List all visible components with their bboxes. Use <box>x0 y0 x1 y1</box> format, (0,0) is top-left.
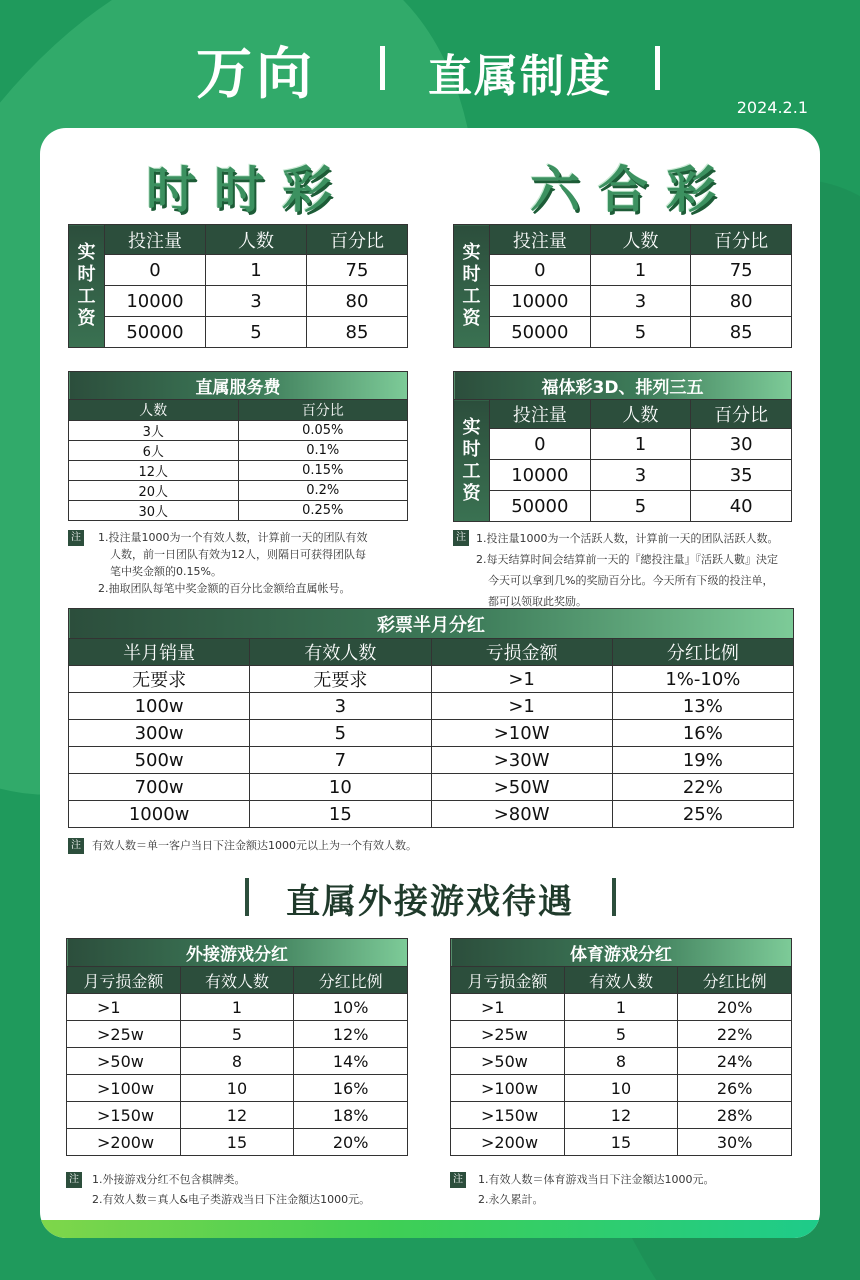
table-cell: 10000 <box>490 286 591 317</box>
table-cell: 0 <box>105 255 206 286</box>
column-header: 分红比例 <box>612 639 793 666</box>
table-cell: >25w <box>67 1021 181 1048</box>
column-header: 人数 <box>590 400 691 429</box>
table-cell: 5 <box>590 491 691 522</box>
table-cell: >10W <box>431 720 612 747</box>
table-cell: 5 <box>250 720 431 747</box>
table-cell: >100w <box>67 1075 181 1102</box>
table-cell: 12人 <box>69 461 239 481</box>
table-cell: 3 <box>206 286 307 317</box>
table-cell: 3 <box>250 693 431 720</box>
note-line: 2.永久累計。 <box>478 1193 544 1206</box>
table-cell: 无要求 <box>69 666 250 693</box>
column-header: 月亏损金额 <box>67 967 181 994</box>
table-cell: 12% <box>294 1021 408 1048</box>
note-tag: 注 <box>68 530 84 546</box>
note-line: 1.投注量1000为一个有效人数，计算前一天的团队有效 <box>98 531 368 544</box>
table-cell: 30 <box>691 429 792 460</box>
fc3d-table <box>453 371 792 522</box>
table-cell: >150w <box>451 1102 565 1129</box>
column-header: 人数 <box>590 225 691 255</box>
note-line: 2.抽取团队每笔中奖金额的百分比金额给直属帐号。 <box>98 582 351 595</box>
table-cell: >100w <box>451 1075 565 1102</box>
table-cell: 5 <box>564 1021 678 1048</box>
table-row <box>451 1048 792 1075</box>
table-cell: 0.05% <box>238 421 408 441</box>
table-cell: 16% <box>612 720 793 747</box>
table-cell: 1 <box>590 255 691 286</box>
table-row <box>69 720 794 747</box>
table-cell: 12 <box>564 1102 678 1129</box>
table-cell: 0.2% <box>238 481 408 501</box>
lhc-title: 六合彩 <box>530 161 734 219</box>
column-header: 分红比例 <box>678 967 792 994</box>
table-cell: 15 <box>564 1129 678 1156</box>
table-row <box>69 421 408 441</box>
column-header: 投注量 <box>490 400 591 429</box>
content-card <box>40 128 820 1238</box>
table-row <box>67 1102 408 1129</box>
table-cell: 700w <box>69 774 250 801</box>
table-cell: 50000 <box>105 317 206 348</box>
table-cell: 10 <box>250 774 431 801</box>
table-cell: 0.25% <box>238 501 408 521</box>
divider <box>655 46 660 90</box>
table-cell: 75 <box>307 255 408 286</box>
column-header: 人数 <box>206 225 307 255</box>
section-title: 直属外接游戏待遇 <box>286 882 574 922</box>
side-label: 实时工资 <box>454 225 490 348</box>
table-cell: 18% <box>294 1102 408 1129</box>
column-header: 百分比 <box>691 225 792 255</box>
table-cell: >30W <box>431 747 612 774</box>
card-bottom-stripe <box>40 1220 820 1238</box>
brand-logo-text: 万向 <box>196 42 316 107</box>
table-cell: >1 <box>431 666 612 693</box>
table-cell: 8 <box>564 1048 678 1075</box>
table-row <box>69 441 408 461</box>
service-fee-table <box>68 371 408 521</box>
lhc-table <box>453 224 792 348</box>
table-row <box>67 1075 408 1102</box>
table-caption: 彩票半月分红 <box>69 609 794 639</box>
column-header: 百分比 <box>307 225 408 255</box>
table-cell: >200w <box>451 1129 565 1156</box>
table-cell: 500w <box>69 747 250 774</box>
column-header: 有效人数 <box>250 639 431 666</box>
table-cell: 20% <box>294 1129 408 1156</box>
table-cell: 20% <box>678 994 792 1021</box>
column-header: 半月销量 <box>69 639 250 666</box>
table-cell: 13% <box>612 693 793 720</box>
table-cell: >1 <box>431 693 612 720</box>
table-row <box>69 317 408 348</box>
ext-games-table <box>66 938 408 1156</box>
ext-games-note <box>92 1170 370 1210</box>
table-caption: 福体彩3D、排列三五 <box>454 372 792 400</box>
table-cell: 28% <box>678 1102 792 1129</box>
note-line: 1.投注量1000为一个活跃人数，计算前一天的团队活跃人数。 <box>476 532 779 545</box>
table-caption: 体育游戏分红 <box>451 939 792 967</box>
table-cell: 80 <box>307 286 408 317</box>
column-header: 有效人数 <box>180 967 294 994</box>
table-cell: 22% <box>678 1021 792 1048</box>
note-line: 1.外接游戏分红不包含棋牌类。 <box>92 1173 246 1186</box>
divider <box>380 46 385 90</box>
column-header: 投注量 <box>105 225 206 255</box>
table-cell: 3 <box>590 460 691 491</box>
table-cell: >50w <box>67 1048 181 1075</box>
note-line: 都可以领取此奖励。 <box>488 595 587 608</box>
table-cell: 30人 <box>69 501 239 521</box>
table-row <box>67 1021 408 1048</box>
table-cell: 20人 <box>69 481 239 501</box>
table-row <box>454 317 792 348</box>
note-line: 笔中奖金额的0.15%。 <box>110 565 222 578</box>
half-month-table <box>68 608 794 828</box>
table-cell: 1 <box>206 255 307 286</box>
table-cell: 50000 <box>490 491 591 522</box>
table-cell: 85 <box>691 317 792 348</box>
table-cell: >50W <box>431 774 612 801</box>
table-cell: 50000 <box>490 317 591 348</box>
note-tag: 注 <box>68 838 84 854</box>
note-line: 今天可以拿到几%的奖励百分比。今天所有下级的投注单， <box>488 574 774 587</box>
table-cell: 5 <box>590 317 691 348</box>
table-cell: 80 <box>691 286 792 317</box>
table-cell: 300w <box>69 720 250 747</box>
side-label: 实时工资 <box>69 225 105 348</box>
table-row <box>69 693 794 720</box>
side-label: 实时工资 <box>454 400 490 522</box>
table-row <box>451 994 792 1021</box>
table-row <box>69 461 408 481</box>
table-cell: 1 <box>564 994 678 1021</box>
table-cell: 35 <box>691 460 792 491</box>
table-cell: 0.15% <box>238 461 408 481</box>
table-row <box>69 501 408 521</box>
table-cell: 10000 <box>105 286 206 317</box>
note-tag: 注 <box>450 1172 466 1188</box>
table-cell: 14% <box>294 1048 408 1075</box>
table-row <box>69 747 794 774</box>
table-row <box>451 1075 792 1102</box>
table-cell: 30% <box>678 1129 792 1156</box>
table-cell: 6人 <box>69 441 239 461</box>
table-cell: 10000 <box>490 460 591 491</box>
table-cell: 1 <box>180 994 294 1021</box>
table-cell: 5 <box>180 1021 294 1048</box>
table-cell: 12 <box>180 1102 294 1129</box>
header <box>0 0 860 130</box>
table-cell: >1 <box>67 994 181 1021</box>
table-row <box>454 460 792 491</box>
table-cell: 22% <box>612 774 793 801</box>
table-cell: >1 <box>451 994 565 1021</box>
column-header: 有效人数 <box>564 967 678 994</box>
table-cell: 3人 <box>69 421 239 441</box>
table-cell: 15 <box>250 801 431 828</box>
half-month-note: 有效人数＝单一客户当日下注金额达1000元以上为一个有效人数。 <box>92 839 417 852</box>
ssc-table <box>68 224 408 348</box>
table-cell: 10 <box>564 1075 678 1102</box>
table-row <box>67 1129 408 1156</box>
note-right <box>476 528 806 612</box>
column-header: 月亏损金额 <box>451 967 565 994</box>
table-cell: 1000w <box>69 801 250 828</box>
table-cell: 8 <box>180 1048 294 1075</box>
table-cell: >80W <box>431 801 612 828</box>
table-row <box>454 286 792 317</box>
table-caption: 直属服务费 <box>69 372 408 400</box>
table-row <box>69 481 408 501</box>
column-header: 亏损金额 <box>431 639 612 666</box>
table-row <box>454 255 792 286</box>
table-cell: 1%-10% <box>612 666 793 693</box>
table-row <box>69 801 794 828</box>
table-cell: 85 <box>307 317 408 348</box>
table-row <box>454 491 792 522</box>
note-line: 1.有效人数＝体育游戏当日下注金額达1000元。 <box>478 1173 715 1186</box>
table-cell: 100w <box>69 693 250 720</box>
table-cell: 0 <box>490 429 591 460</box>
table-row <box>451 1021 792 1048</box>
note-line: 2.有效人数＝真人&电子类游戏当日下注金額达1000元。 <box>92 1193 371 1206</box>
table-cell: 0.1% <box>238 441 408 461</box>
ssc-title: 时时彩 <box>146 161 350 219</box>
table-cell: >25w <box>451 1021 565 1048</box>
date-label: 2024.2.1 <box>736 98 808 117</box>
table-cell: 0 <box>490 255 591 286</box>
table-cell: >200w <box>67 1129 181 1156</box>
table-row <box>69 666 794 693</box>
table-cell: 16% <box>294 1075 408 1102</box>
table-cell: 19% <box>612 747 793 774</box>
table-cell: 3 <box>590 286 691 317</box>
table-cell: 24% <box>678 1048 792 1075</box>
table-cell: 1 <box>590 429 691 460</box>
column-header: 百分比 <box>691 400 792 429</box>
divider <box>612 878 616 916</box>
table-row <box>451 1102 792 1129</box>
note-left <box>98 529 398 597</box>
note-tag: 注 <box>66 1172 82 1188</box>
table-row <box>67 1048 408 1075</box>
note-line: 人数，前一日团队有效为12人，则隔日可获得团队每 <box>110 548 366 561</box>
table-cell: 10% <box>294 994 408 1021</box>
table-row <box>69 255 408 286</box>
table-row <box>69 774 794 801</box>
table-cell: 无要求 <box>250 666 431 693</box>
table-cell: 26% <box>678 1075 792 1102</box>
table-row <box>451 1129 792 1156</box>
table-cell: 25% <box>612 801 793 828</box>
column-header: 分红比例 <box>294 967 408 994</box>
note-tag: 注 <box>453 530 469 546</box>
column-header: 投注量 <box>490 225 591 255</box>
sports-note <box>478 1170 715 1210</box>
table-row <box>67 994 408 1021</box>
table-row <box>69 286 408 317</box>
table-cell: >150w <box>67 1102 181 1129</box>
table-cell: 10 <box>180 1075 294 1102</box>
sports-table <box>450 938 792 1156</box>
table-row <box>454 429 792 460</box>
table-cell: 5 <box>206 317 307 348</box>
table-cell: >50w <box>451 1048 565 1075</box>
column-header: 人数 <box>69 400 239 421</box>
table-cell: 7 <box>250 747 431 774</box>
note-line: 2.每天结算时间会结算前一天的『總投注量』『活跃人數』決定 <box>476 553 778 566</box>
page-title: 直属制度 <box>428 51 612 102</box>
table-caption: 外接游戏分红 <box>67 939 408 967</box>
table-cell: 40 <box>691 491 792 522</box>
table-cell: 15 <box>180 1129 294 1156</box>
table-cell: 75 <box>691 255 792 286</box>
column-header: 百分比 <box>238 400 408 421</box>
